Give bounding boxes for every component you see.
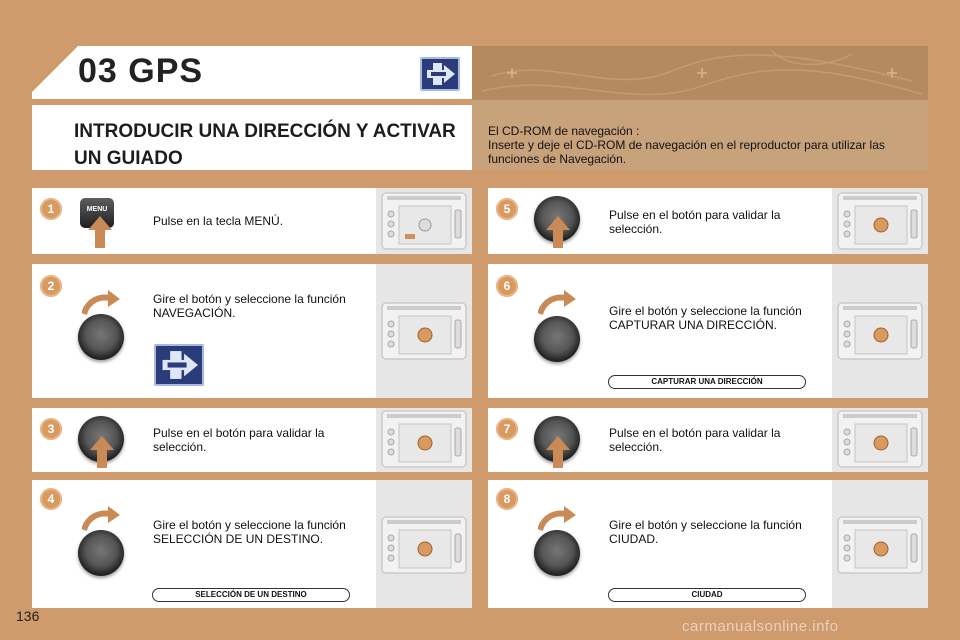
radio-unit-icon	[381, 302, 467, 360]
step-1-badge: 1	[40, 198, 62, 220]
page-number: 136	[16, 608, 40, 624]
push-arrow-icon	[546, 436, 570, 468]
radio-unit-icon	[381, 192, 467, 250]
step-1-text: Pulse en la tecla MENÚ.	[153, 214, 284, 228]
rotate-arrow-icon	[538, 290, 576, 316]
radio-unit-icon	[381, 410, 467, 468]
step-4-badge: 4	[40, 488, 62, 510]
radio-unit-icon	[837, 410, 923, 468]
menu-key-icon: MENU	[80, 198, 114, 228]
intro-text	[488, 124, 924, 166]
watermark: carmanualsonline.info	[682, 618, 839, 635]
screen-option-pill: SELECCIÓN DE UN DESTINO	[152, 588, 350, 602]
rotate-arrow-icon	[538, 506, 576, 532]
step-8-text: Gire el botón y seleccione la función CIUDAD.	[609, 518, 802, 546]
radio-unit-icon	[837, 192, 923, 250]
step-3-text: Pulse en el botón para validar la selección.	[153, 426, 325, 454]
rotary-knob-icon	[534, 316, 580, 362]
rotate-arrow-icon	[82, 290, 120, 316]
step-5-badge: 5	[496, 198, 518, 220]
push-arrow-icon	[90, 436, 114, 468]
rotary-knob-icon	[78, 314, 124, 360]
navigation-icon	[154, 344, 204, 386]
screen-option-pill: CAPTURAR UNA DIRECCIÓN	[608, 375, 806, 389]
radio-unit-icon	[381, 516, 467, 574]
step-2-text: Gire el botón y seleccione la función NAVEGACIÓN.	[153, 292, 346, 320]
step-7-text: Pulse en el botón para validar la selección.	[609, 426, 781, 454]
rotary-knob-icon	[78, 530, 124, 576]
screen-option-pill: CIUDAD	[608, 588, 806, 602]
section-title: INTRODUCIR UNA DIRECCIÓN Y ACTIVAR UN GUIADO	[74, 121, 456, 169]
chapter-title: 03 GPS	[78, 52, 204, 90]
header-divider	[32, 99, 472, 105]
step-7-badge: 7	[496, 418, 518, 440]
step-5-text: Pulse en el botón para validar la selección.	[609, 208, 781, 236]
intro-body: Inserte y deje el CD-ROM de navegación en el reproductor para utilizar las funciones de Navegación.	[488, 138, 885, 166]
radio-unit-icon	[837, 302, 923, 360]
step-8-badge: 8	[496, 488, 518, 510]
push-arrow-icon	[88, 216, 112, 248]
radio-unit-icon	[837, 516, 923, 574]
intro-heading: El CD-ROM de navegación :	[488, 124, 640, 138]
step-2-badge: 2	[40, 275, 62, 297]
rotary-knob-icon	[534, 530, 580, 576]
step-6-text: Gire el botón y seleccione la función CAPTURAR UNA DIRECCIÓN.	[609, 304, 802, 332]
step-6-badge: 6	[496, 275, 518, 297]
step-3-badge: 3	[40, 418, 62, 440]
step-4-text: Gire el botón y seleccione la función SELECCIÓN DE UN DESTINO.	[153, 518, 346, 546]
navigation-icon	[420, 57, 460, 91]
push-arrow-icon	[546, 216, 570, 248]
rotate-arrow-icon	[82, 506, 120, 532]
